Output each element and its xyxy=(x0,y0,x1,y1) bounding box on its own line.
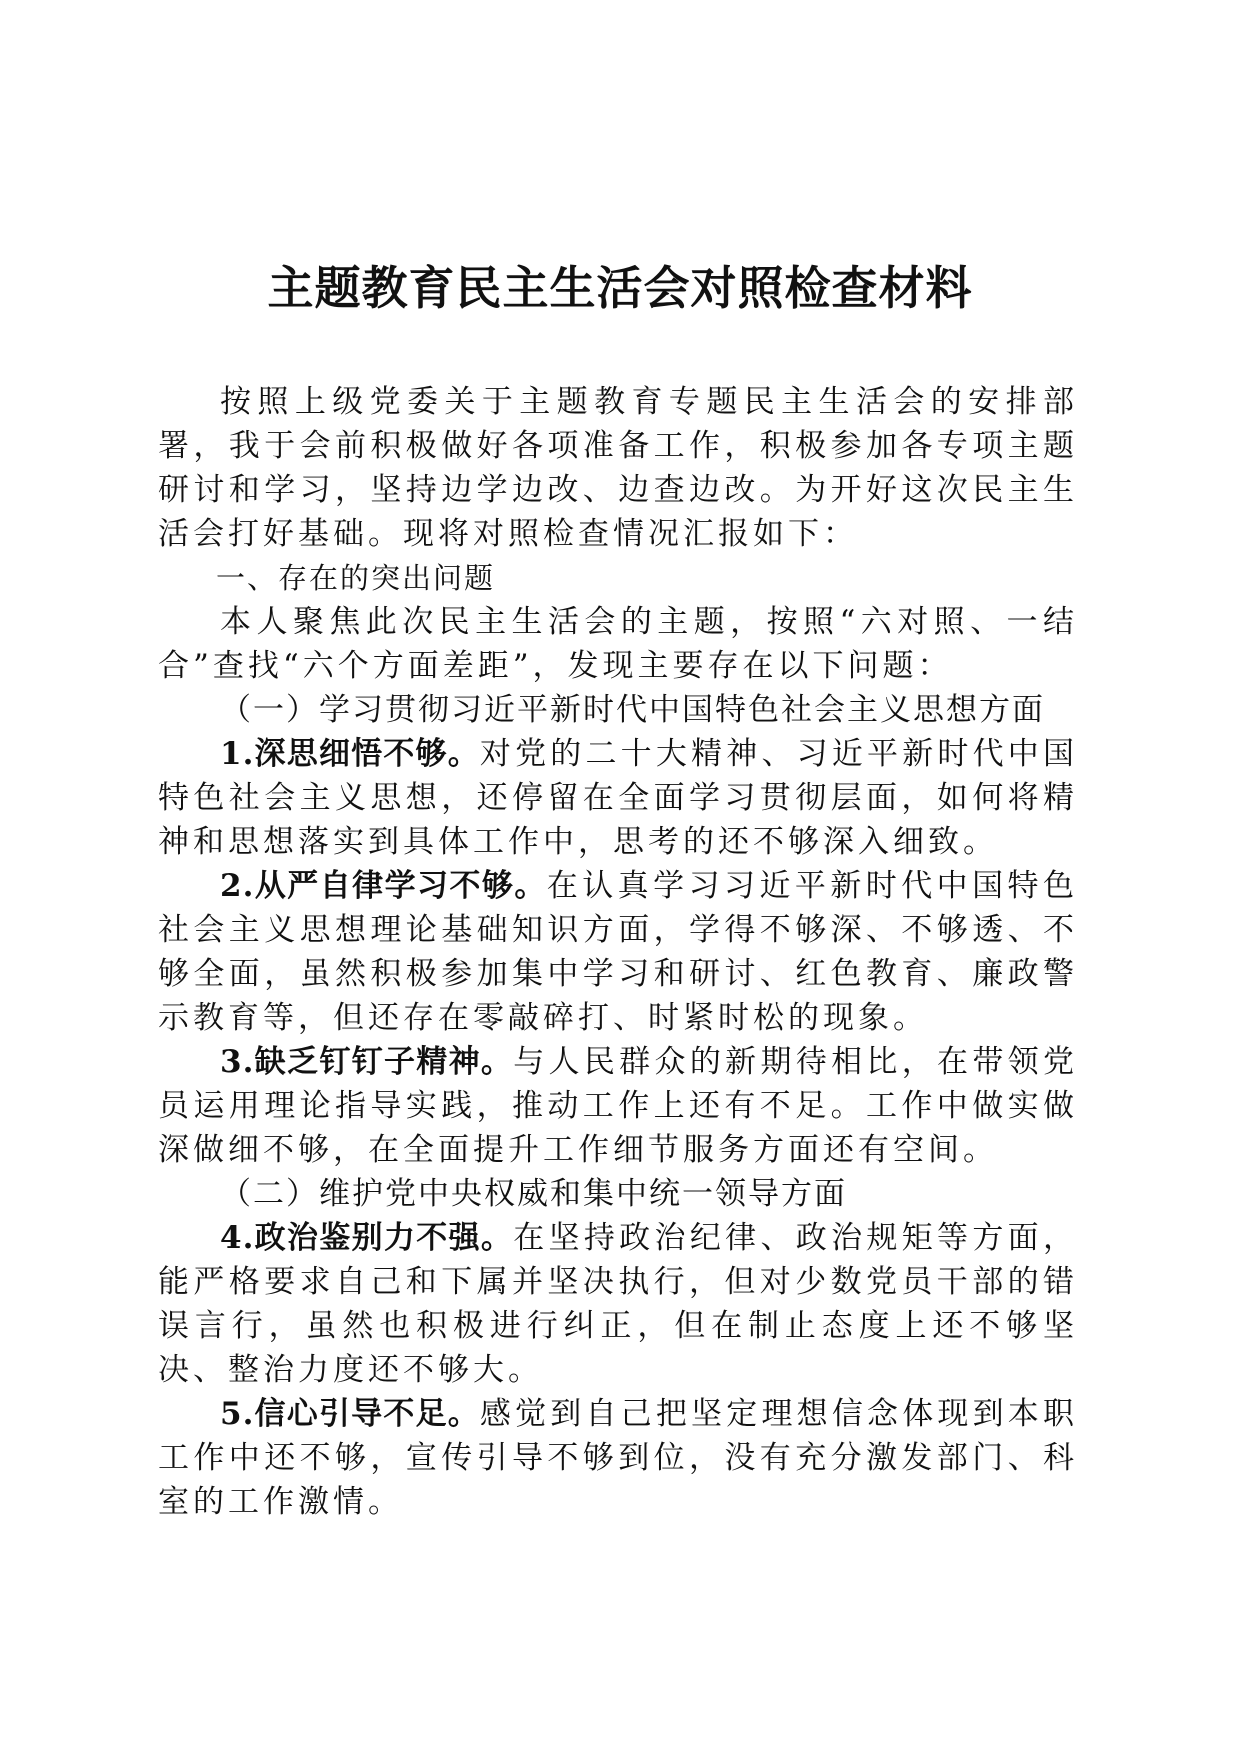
problem-item-2-text: 在认真学习习近平新时代中国特色社会主义思想理论基础知识方面，学得不够深、不够透、不够全面，虽然积极参加集中学习和研讨、红色教育、廉政警示教育等，但还存在零敲碎打、时紧时松的现象。 xyxy=(158,868,1078,1036)
section-intro-paragraph: 本人聚焦此次民主生活会的主题，按照“六对照、一结合”查找“六个方面差距”，发现主要存在以下问题： xyxy=(158,604,1078,684)
problem-item-3-lead: 3.缺乏钉钉子精神。 xyxy=(220,1044,514,1080)
problem-item-2-lead: 2.从严自律学习不够。 xyxy=(220,868,547,904)
problem-item-5 xyxy=(158,1392,1078,1524)
document-title: 主题教育民主生活会对照检查材料 xyxy=(267,261,973,315)
section-heading: 一、存在的突出问题 xyxy=(216,561,496,595)
problem-item-1-text: 对党的二十大精神、习近平新时代中国特色社会主义思想，还停留在全面学习贯彻层面，如何将精神和思想落实到具体工作中，思考的还不够深入细致。 xyxy=(158,736,1078,860)
intro-paragraph: 按照上级党委关于主题教育专题民主生活会的安排部署，我于会前积极做好各项准备工作，积极参加各专项主题研讨和学习，坚持边学边改、边查边改。为开好这次民主生活会打好基础。现将对照检查情况汇报如下： xyxy=(158,384,1078,552)
problem-item-5-lead: 5.信心引导不足。 xyxy=(220,1396,480,1432)
problem-item-3-text: 与人民群众的新期待相比，在带领党员运用理论指导实践，推动工作上还有不足。工作中做实做深做细不够，在全面提升工作细节服务方面还有空间。 xyxy=(158,1044,1078,1168)
document-body xyxy=(158,380,1078,1524)
problem-item-5-text: 感觉到自己把坚定理想信念体现到本职工作中还不够，宣传引导不够到位，没有充分激发部门、科室的工作激情。 xyxy=(158,1396,1078,1520)
problem-item-4-text: 在坚持政治纪律、政治规矩等方面，能严格要求自己和下属并坚决执行，但对少数党员干部的错误言行，虽然也积极进行纠正，但在制止态度上还不够坚决、整治力度还不够大。 xyxy=(158,1220,1078,1388)
problem-item-3 xyxy=(158,1040,1078,1172)
problem-item-4-lead: 4.政治鉴别力不强。 xyxy=(220,1220,514,1256)
problem-item-1-lead: 1.深思细悟不够。 xyxy=(220,736,480,772)
subsection-heading-2: （二）维护党中央权威和集中统一领导方面 xyxy=(220,1176,847,1212)
problem-item-4 xyxy=(158,1216,1078,1392)
problem-item-2 xyxy=(158,864,1078,1040)
subsection-heading-1: （一）学习贯彻习近平新时代中国特色社会主义思想方面 xyxy=(220,692,1045,728)
problem-item-1 xyxy=(158,732,1078,864)
